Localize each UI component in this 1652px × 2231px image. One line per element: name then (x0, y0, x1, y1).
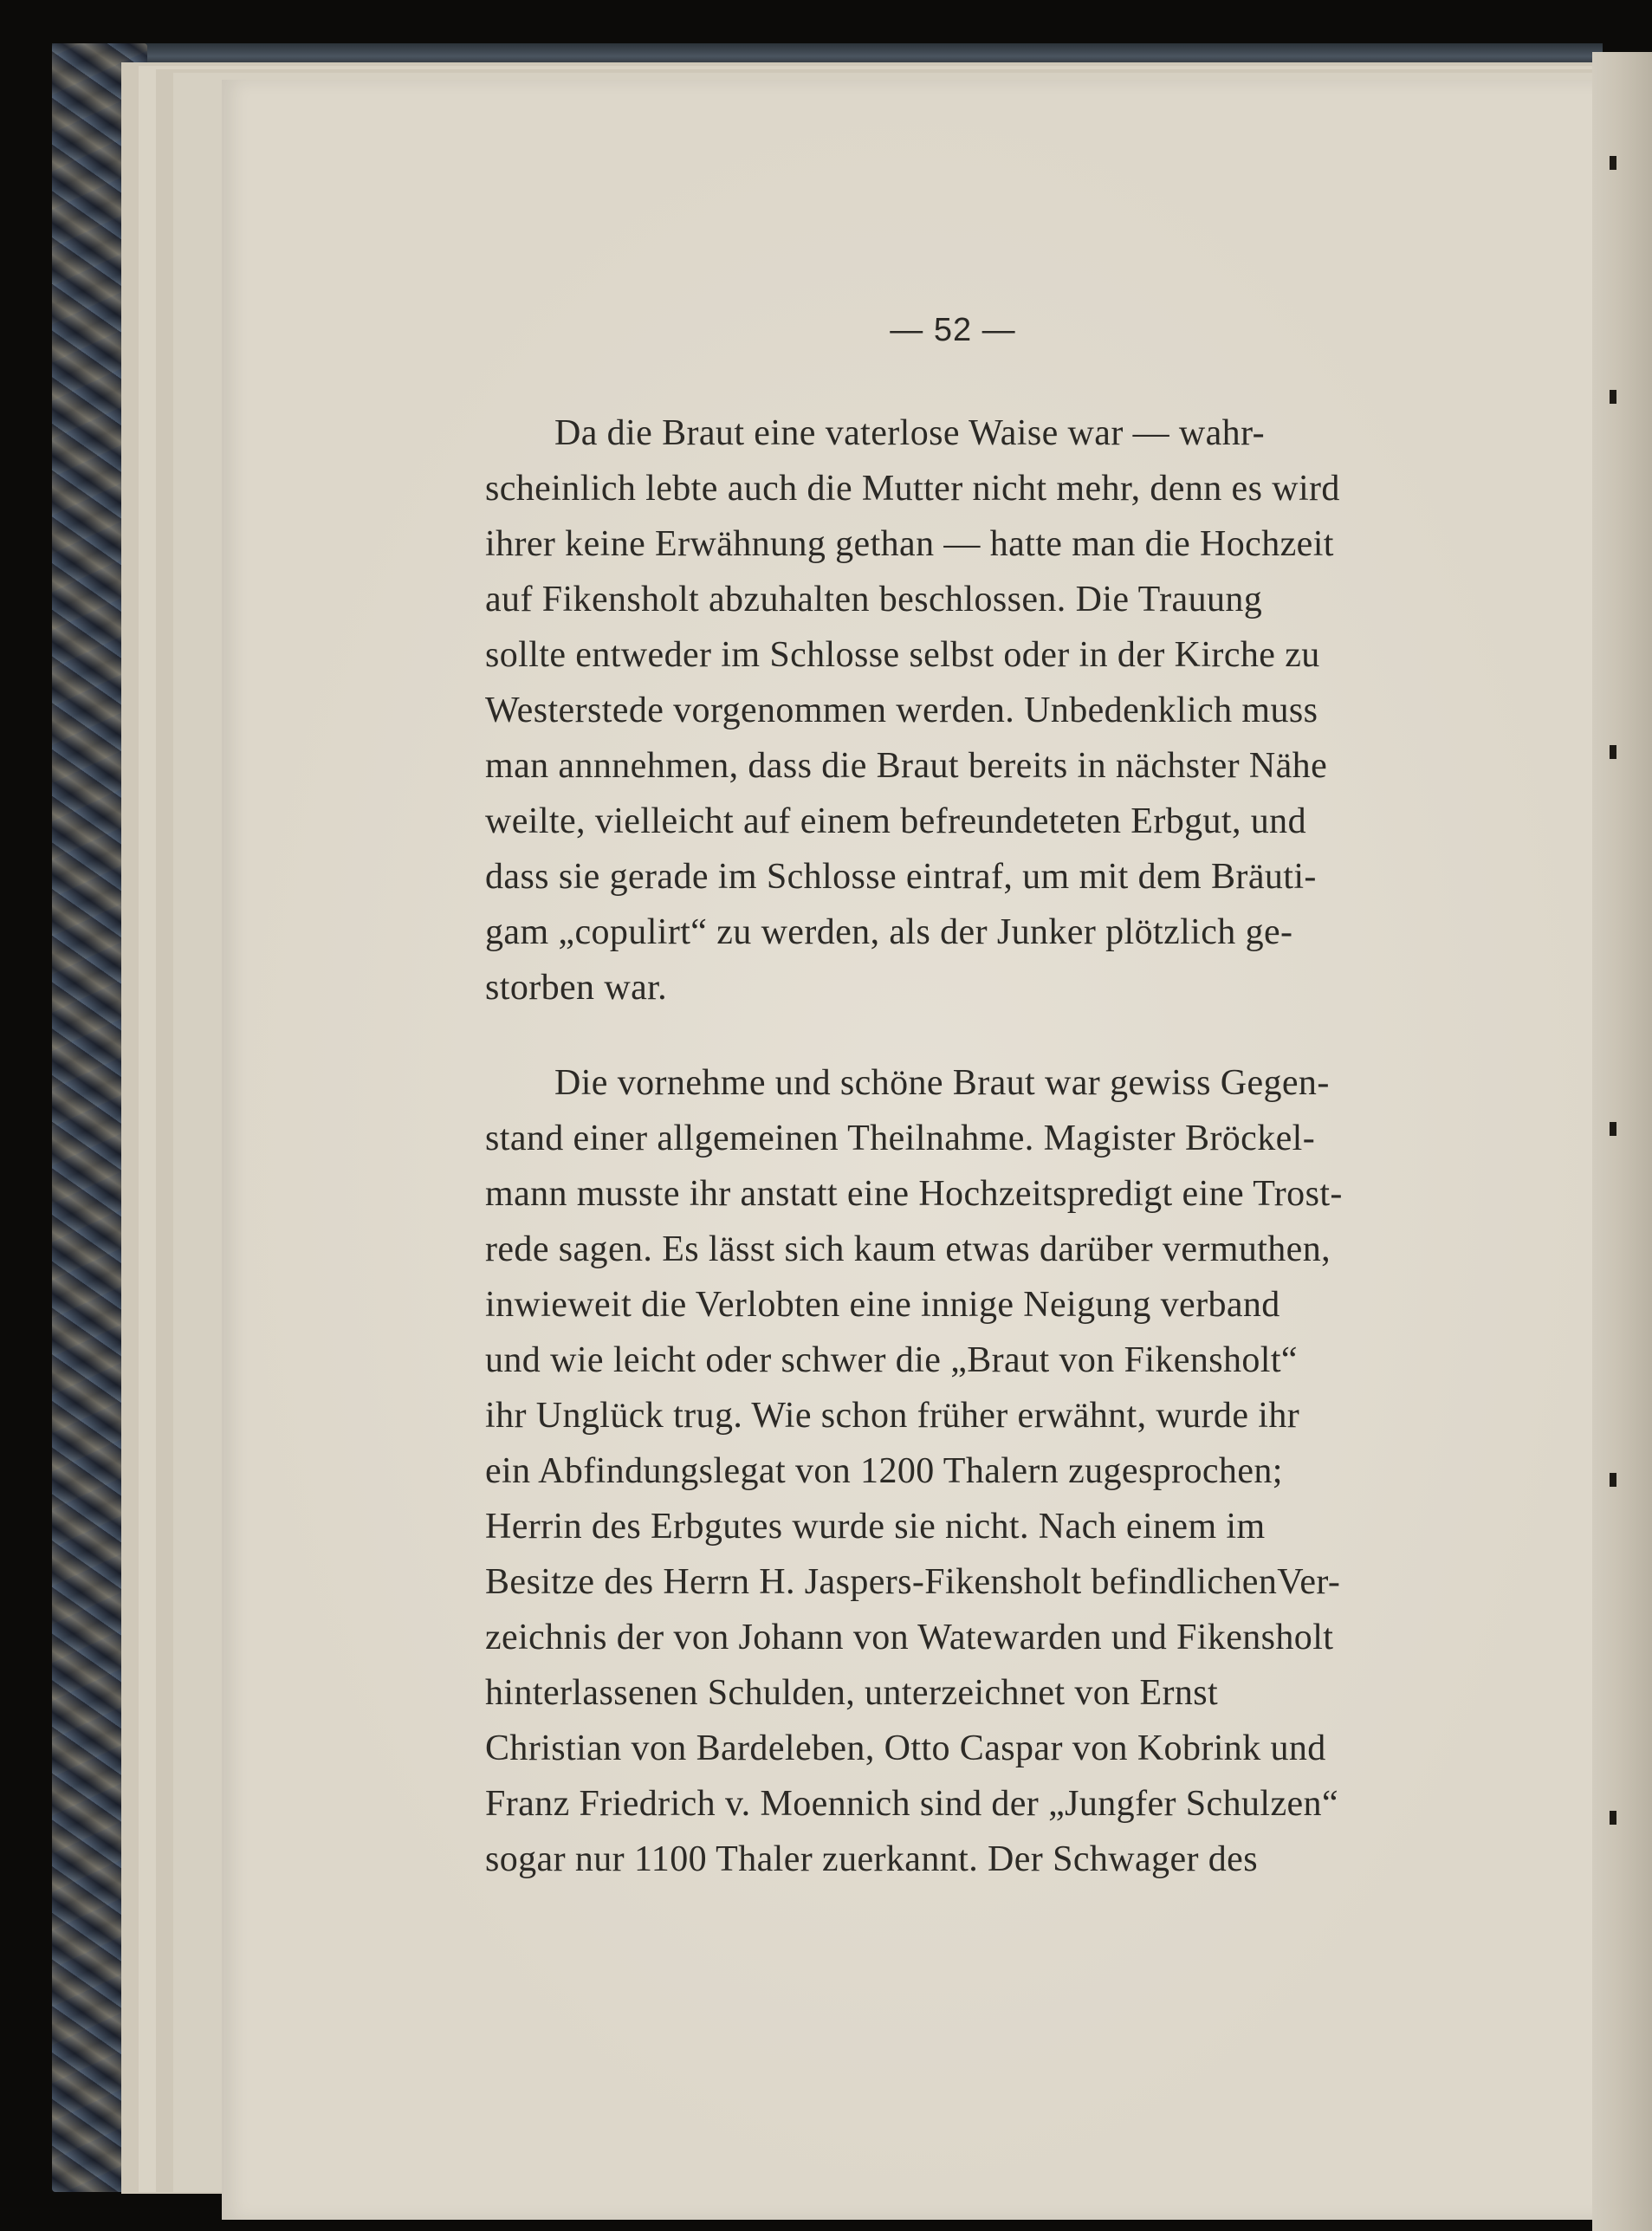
text-line: gam „copulirt“ zu werden, als der Junker plötzlich ge- (485, 912, 1293, 952)
text-line: man annnehmen, dass die Braut bereits in nächster Nähe (485, 746, 1328, 786)
text-line: Westerstede vorgenommen werden. Unbedenklich muss (485, 691, 1318, 730)
text-line: und wie leicht oder schwer die „Braut von Fikensholt“ (485, 1340, 1298, 1380)
text-line: inwieweit die Verlobten eine innige Neigung verband (485, 1285, 1280, 1325)
text-line: rede sagen. Es lässt sich kaum etwas darüber vermuthen, (485, 1229, 1331, 1269)
binding-thread-mark (1610, 1122, 1616, 1136)
text-line: Da die Braut eine vaterlose Waise war — wahr- (554, 413, 1266, 453)
text-line: hinterlassenen Schulden, unterzeichnet von Ernst (485, 1673, 1219, 1713)
binding-gutter (1592, 52, 1652, 2231)
binding-thread-mark (1610, 1811, 1616, 1825)
text-line: sollte entweder im Schlosse selbst oder in der Kirche zu (485, 635, 1320, 675)
text-line: Die vornehme und schöne Braut war gewiss Gegen- (554, 1063, 1330, 1103)
text-line: mann musste ihr anstatt eine Hochzeitspredigt eine Trost- (485, 1174, 1343, 1214)
text-line: auf Fikensholt abzuhalten beschlossen. Die Trauung (485, 580, 1263, 619)
binding-thread-mark (1610, 156, 1616, 170)
text-line: stand einer allgemeinen Theilnahme. Magister Bröckel- (485, 1119, 1316, 1158)
binding-thread-mark (1610, 1473, 1616, 1487)
text-line: ihr Unglück trug. Wie schon früher erwähnt, wurde ihr (485, 1396, 1300, 1436)
text-line: scheinlich lebte auch die Mutter nicht mehr, denn es wird (485, 469, 1340, 509)
text-line: storben war. (485, 968, 668, 1008)
paragraph-1 (485, 405, 1438, 1015)
text-line: zeichnis der von Johann von Watewarden und Fikensholt (485, 1618, 1334, 1657)
page-number: — 52 — (890, 312, 1016, 348)
text-line: sogar nur 1100 Thaler zuerkannt. Der Schwager des (485, 1839, 1258, 1879)
text-line: dass sie gerade im Schlosse eintraf, um mit dem Bräuti- (485, 857, 1317, 897)
text-line: Besitze des Herrn H. Jaspers-Fikensholt befindlichenVer- (485, 1562, 1341, 1602)
text-line: weilte, vielleicht auf einem befreundeteten Erbgut, und (485, 801, 1306, 841)
text-line: Herrin des Erbgutes wurde sie nicht. Nach einem im (485, 1507, 1266, 1547)
text-line: ihrer keine Erwähnung gethan — hatte man die Hochzeit (485, 524, 1334, 564)
text-line: ein Abfindungslegat von 1200 Thalern zugesprochen; (485, 1451, 1283, 1491)
paragraph-2 (485, 1055, 1438, 1887)
text-line: Christian von Bardeleben, Otto Caspar von Kobrink und (485, 1728, 1326, 1768)
binding-thread-mark (1610, 390, 1616, 404)
body-text (485, 405, 1438, 1887)
text-line: Franz Friedrich v. Moennich sind der „Jungfer Schulzen“ (485, 1784, 1338, 1824)
binding-thread-mark (1610, 745, 1616, 759)
